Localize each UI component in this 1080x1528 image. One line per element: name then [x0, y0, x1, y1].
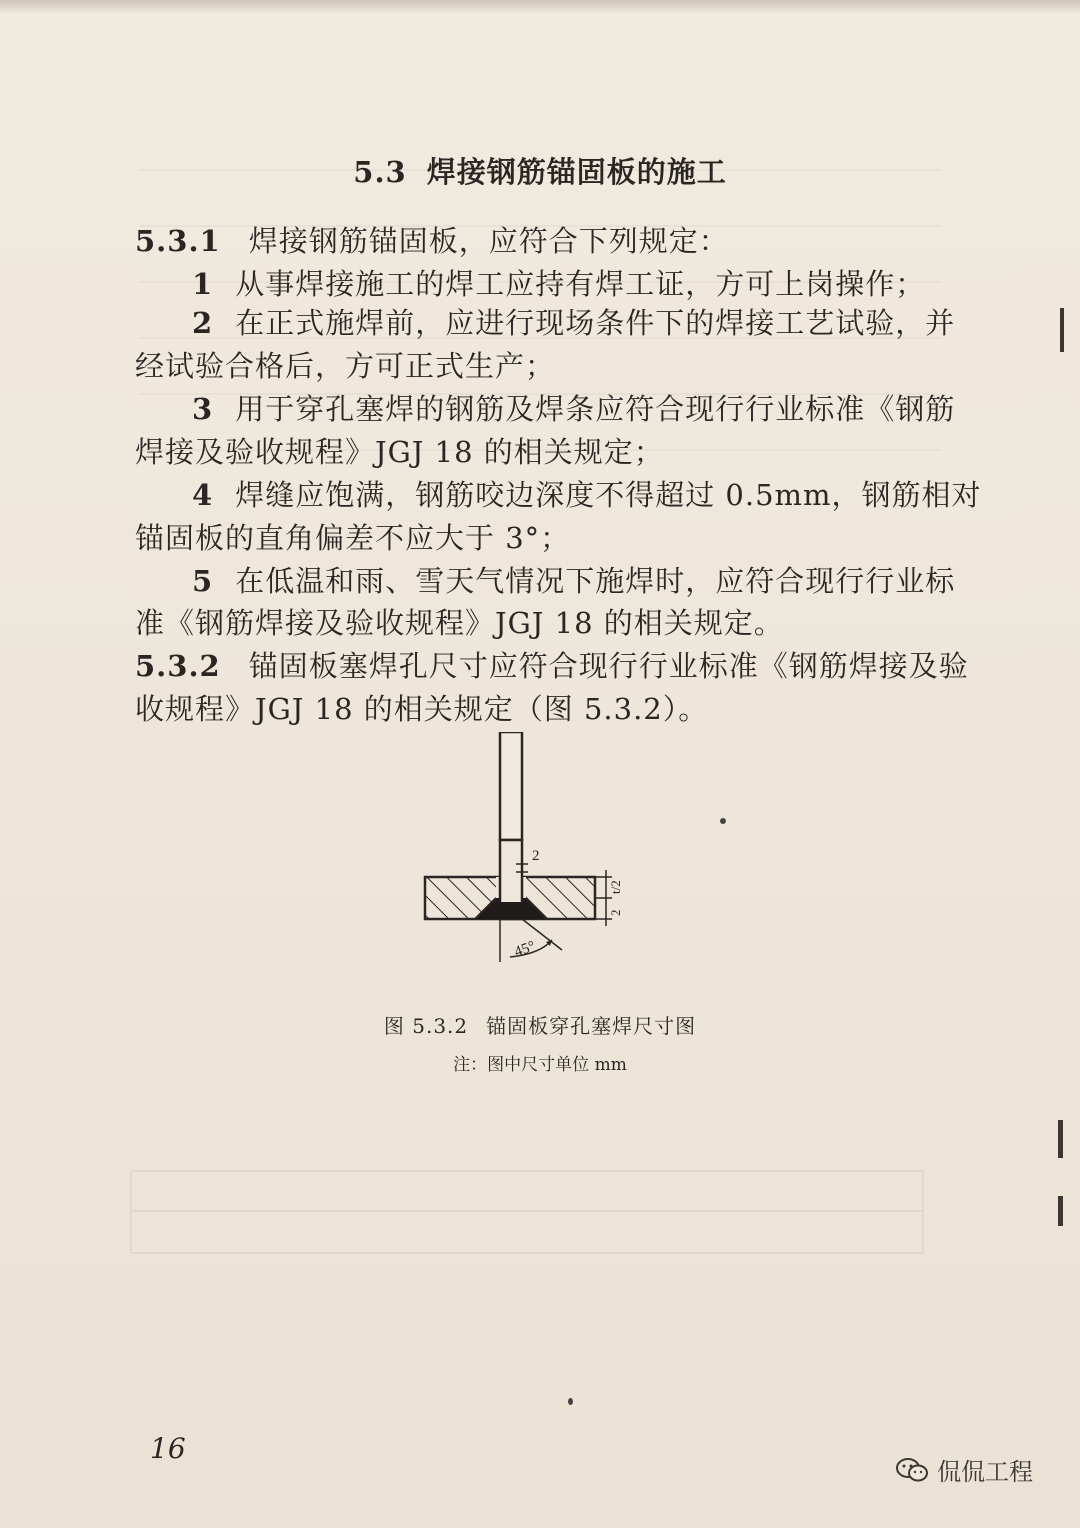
section-heading [0, 150, 1080, 191]
item-3-continuation: 焊接及验收规程》JGJ 18 的相关规定； [135, 435, 664, 469]
page-speck [720, 818, 726, 824]
clause-5-3-1 [135, 221, 729, 261]
item-text: 从事焊接施工的焊工应持有焊工证，方可上岗操作； [235, 267, 926, 301]
figure-caption-title: 锚固板穿孔塞焊尺寸图 [486, 1014, 697, 1038]
bleed-through-table [130, 1170, 924, 1254]
clause-number: 5.3.1 [135, 224, 221, 258]
item-text: 在正式施焊前，应进行现场条件下的焊接工艺试验，并 [235, 306, 956, 340]
item-4-continuation: 锚固板的直角偏差不应大于 3°； [135, 521, 571, 555]
edge-mark [1058, 1196, 1063, 1226]
figure-note: 注：图中尺寸单位 mm [453, 1055, 627, 1075]
item-2 [192, 303, 955, 343]
angle-label: 45° [512, 938, 538, 961]
watermark-text: 侃侃工程 [937, 1458, 1033, 1486]
item-text: 用于穿孔塞焊的钢筋及焊条应符合现行行业标准《钢筋 [235, 392, 956, 426]
section-title: 焊接钢筋锚固板的施工 [426, 155, 727, 189]
item-4 [192, 475, 982, 515]
clause-number: 5.3.2 [135, 649, 221, 683]
wechat-icon [895, 1456, 929, 1484]
weld-core [500, 902, 522, 919]
rebar-shape [500, 732, 522, 840]
clause-text: 锚固板塞焊孔尺寸应符合现行行业标准《钢筋焊接及验 [248, 649, 969, 683]
watermark [895, 1452, 1033, 1487]
item-5-continuation: 准《钢筋焊接及验收规程》JGJ 18 的相关规定。 [135, 606, 784, 640]
right-top-dimension-label: t/2 [608, 880, 623, 894]
right-bottom-dimension-label: 2 [608, 909, 623, 916]
item-number: 4 [192, 478, 214, 512]
item-number: 3 [192, 392, 214, 426]
section-number: 5.3 [353, 155, 407, 189]
clause-text: 焊接钢筋锚固板，应符合下列规定： [248, 224, 729, 258]
figure-caption-number: 图 5.3.2 [383, 1014, 469, 1038]
page-top-edge [0, 0, 1080, 14]
page-speck [568, 1398, 573, 1405]
item-number: 5 [192, 564, 214, 598]
item-2-continuation: 经试验合格后，方可正式生产； [135, 349, 556, 383]
item-3 [192, 389, 955, 429]
item-5 [192, 561, 955, 601]
item-1 [192, 264, 925, 304]
item-number: 2 [192, 306, 214, 340]
item-text: 焊缝应饱满，钢筋咬边深度不得超过 0.5mm，钢筋相对 [235, 478, 982, 512]
edge-mark [1060, 308, 1064, 352]
figure-caption [0, 1010, 1080, 1039]
clause-5-3-2-continuation: 收规程》JGJ 18 的相关规定（图 5.3.2）。 [135, 692, 709, 726]
edge-mark [1058, 1120, 1063, 1158]
plug-weld-figure [380, 732, 680, 972]
gap-dimension-label: 2 [532, 848, 540, 864]
page-number: 16 [150, 1432, 186, 1465]
clause-5-3-2 [135, 646, 969, 686]
item-text: 在低温和雨、雪天气情况下施焊时，应符合现行行业标 [235, 564, 956, 598]
item-number: 1 [192, 267, 214, 301]
